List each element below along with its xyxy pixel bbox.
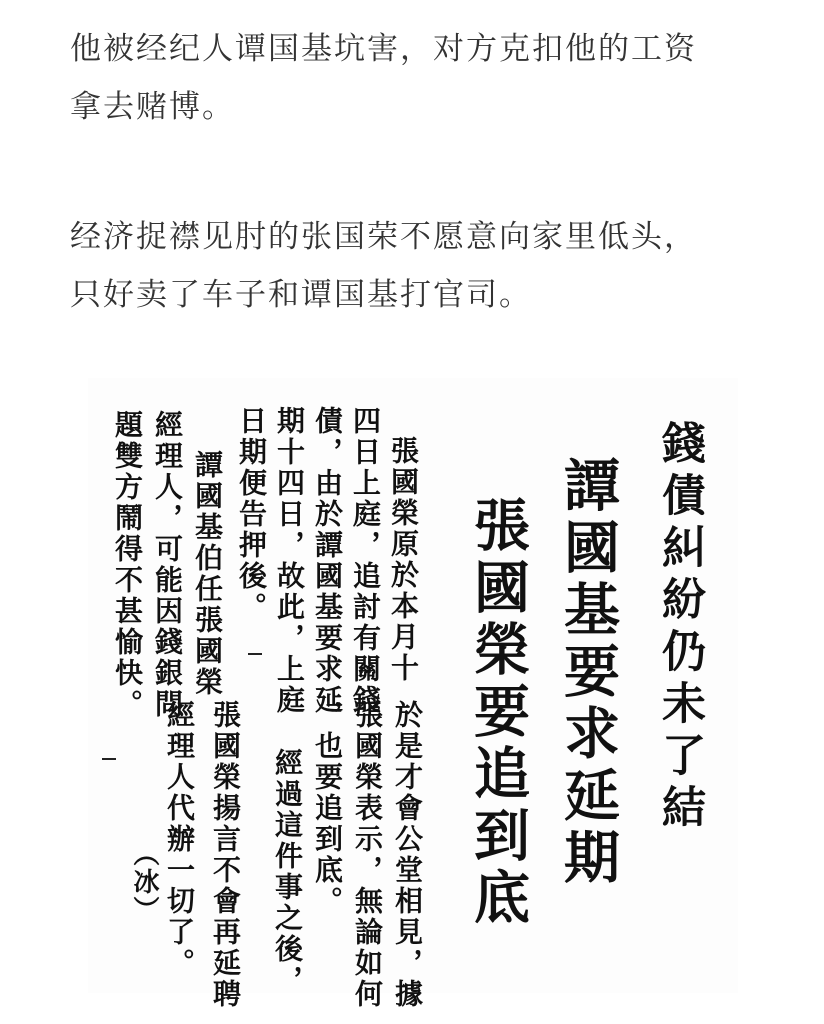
clipping-lower-col-5: 張國榮揚言不會再延聘 xyxy=(209,700,242,1010)
clipping-upper-col-2: 四日上庭，追討有關錢 xyxy=(349,406,382,716)
clipping-upper-col-6: 譚國基伯任張國榮 xyxy=(191,450,224,698)
clipping-lower-col-4: 經過這件事之後， xyxy=(271,748,304,996)
clipping-lower-col-3: ，也要追到底。 xyxy=(311,700,344,917)
clipping-lower-col-2: 張國榮表示，無論如何 xyxy=(351,700,384,1010)
clipping-headline-2: 張國榮要追到底 xyxy=(465,496,531,930)
clipping-upper-col-7: 經理人，可能因錢銀問 xyxy=(151,410,184,720)
clipping-upper-col-8: 題雙方鬧得不甚愉快。 xyxy=(111,410,144,720)
clipping-separator xyxy=(102,758,116,760)
clipping-upper-col-1: 張國榮原於本月十 xyxy=(387,436,420,684)
paragraph-1 xyxy=(70,20,790,136)
clipping-lower-col-6: 經理人代辦一切了。 xyxy=(163,700,196,979)
clipping-headline-1: 譚國基要求延期 xyxy=(555,456,621,890)
paragraph-1-line-2: 拿去赌博。 xyxy=(70,89,235,125)
clipping-byline: （冰） xyxy=(129,840,159,924)
clipping-kicker: 錢債糾紛仍未了結 xyxy=(654,420,705,836)
clipping-lower-col-1: 於是才會公堂相見，據 xyxy=(391,700,424,1010)
clipping-upper-col-5: 日期便告押後。 xyxy=(235,406,268,623)
clipping-separator xyxy=(248,653,262,655)
clipping-upper-col-3: 債，由於譚國基要求延 xyxy=(311,406,344,716)
clipping-upper-col-4: 期十四日，故此，上庭 xyxy=(273,406,306,716)
paragraph-2 xyxy=(70,208,790,324)
newspaper-clipping-image xyxy=(88,378,738,1010)
paragraph-2-line-2: 只好卖了车子和谭国基打官司。 xyxy=(70,277,532,313)
paragraph-2-line-1: 经济捉襟见肘的张国荣不愿意向家里低头， xyxy=(70,219,697,255)
paragraph-1-line-1: 他被经纪人谭国基坑害，对方克扣他的工资 xyxy=(70,31,697,67)
